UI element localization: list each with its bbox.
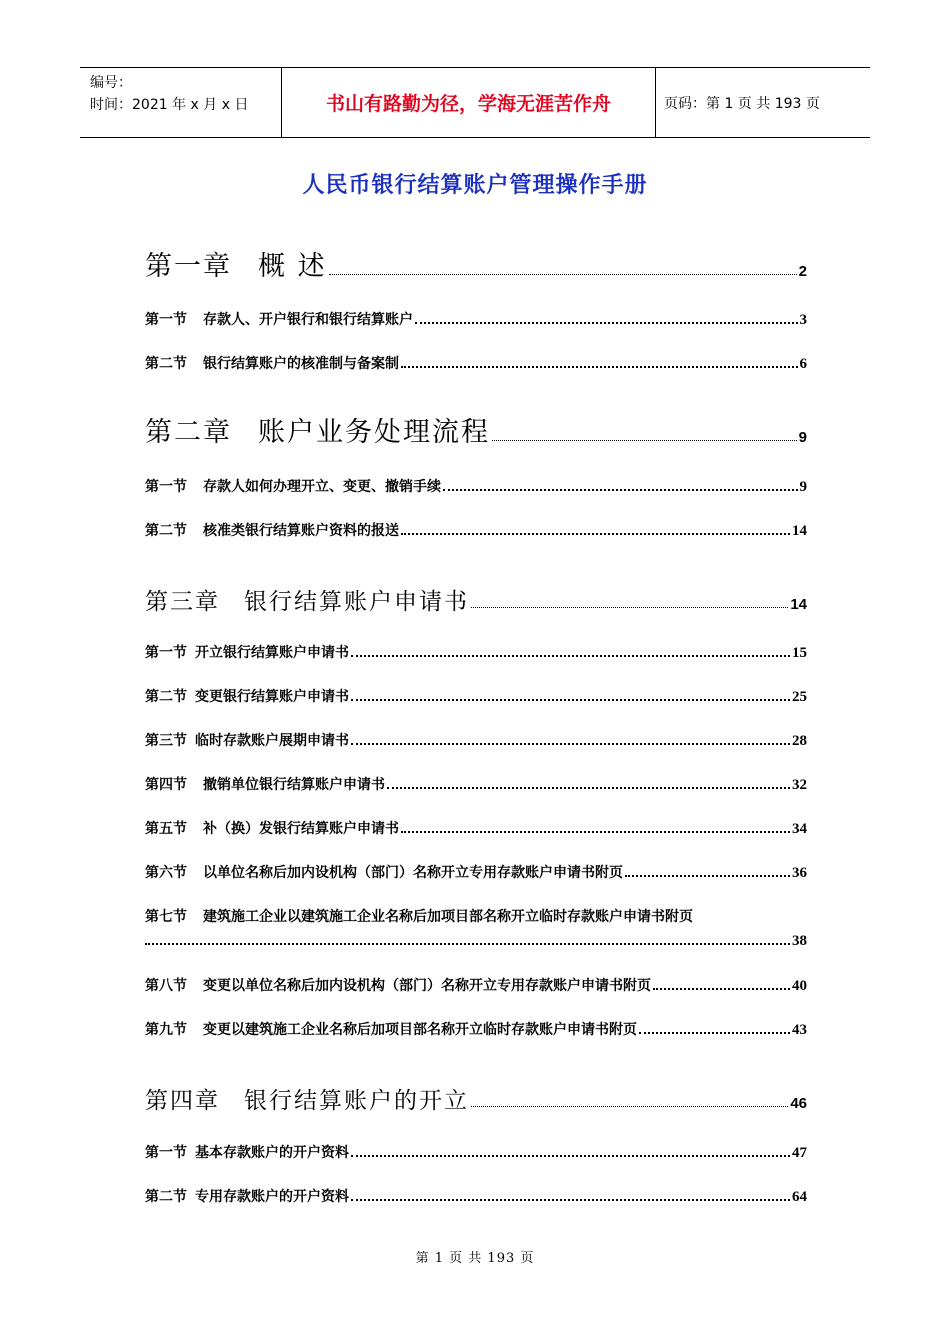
chapter-number: 第二章 bbox=[145, 417, 232, 448]
toc-section[interactable] bbox=[145, 353, 807, 373]
toc-section[interactable] bbox=[145, 818, 807, 838]
leader-dots bbox=[351, 699, 790, 701]
section-title: 建筑施工企业以建筑施工企业名称后加项目部名称开立临时存款账户申请书附页 bbox=[203, 909, 693, 925]
section-page: 6 bbox=[799, 356, 807, 372]
section-number: 第一节 bbox=[145, 1145, 187, 1161]
section-number: 第三节 bbox=[145, 733, 187, 749]
header-motto: 书山有路勤为径，学海无涯苦作舟 bbox=[282, 68, 656, 137]
leader-dots bbox=[351, 655, 790, 657]
chapter-page: 46 bbox=[790, 1095, 807, 1112]
chapter-title: 账户业务处理流程 bbox=[258, 417, 490, 448]
section-page: 28 bbox=[792, 733, 807, 749]
section-number: 第二节 bbox=[145, 1189, 187, 1205]
section-title: 以单位名称后加内设机构（部门）名称开立专用存款账户申请书附页 bbox=[203, 865, 623, 881]
toc-chapter-1[interactable] bbox=[145, 247, 807, 283]
leader-dots bbox=[492, 440, 797, 441]
toc-section-wrapped[interactable] bbox=[145, 906, 807, 926]
toc-section[interactable] bbox=[145, 975, 807, 995]
section-number: 第八节 bbox=[145, 978, 187, 994]
section-number: 第七节 bbox=[145, 909, 187, 925]
toc-section[interactable] bbox=[145, 1142, 807, 1162]
toc-chapter-4[interactable] bbox=[145, 1079, 807, 1115]
leader-dots bbox=[145, 943, 790, 945]
section-title: 变更以单位名称后加内设机构（部门）名称开立专用存款账户申请书附页 bbox=[203, 978, 651, 994]
chapter-page: 14 bbox=[790, 596, 807, 613]
leader-dots bbox=[653, 988, 790, 990]
section-title: 撤销单位银行结算账户申请书 bbox=[203, 777, 385, 793]
chapter-page: 2 bbox=[798, 263, 807, 280]
header-time-label: 时间：2021 年 x 月 x 日 bbox=[90, 97, 249, 113]
section-title: 核准类银行结算账户资料的报送 bbox=[203, 523, 399, 539]
section-page: 34 bbox=[792, 821, 807, 837]
section-number: 第二节 bbox=[145, 356, 187, 372]
leader-dots bbox=[471, 1106, 788, 1107]
chapter-number: 第一章 bbox=[145, 251, 232, 282]
chapter-number: 第三章 bbox=[145, 589, 220, 615]
section-title: 基本存款账户的开户资料 bbox=[195, 1145, 349, 1161]
chapter-number: 第四章 bbox=[145, 1088, 220, 1114]
section-title: 开立银行结算账户申请书 bbox=[195, 645, 349, 661]
section-page: 3 bbox=[799, 312, 807, 328]
section-page: 9 bbox=[799, 479, 807, 495]
leader-dots bbox=[639, 1032, 790, 1034]
leader-dots bbox=[625, 875, 790, 877]
section-page: 25 bbox=[792, 689, 807, 705]
toc-section[interactable] bbox=[145, 520, 807, 540]
chapter-title: 概 述 bbox=[258, 251, 327, 282]
section-title: 变更银行结算账户申请书 bbox=[195, 689, 349, 705]
section-page: 47 bbox=[792, 1145, 807, 1161]
section-number: 第六节 bbox=[145, 865, 187, 881]
toc-section[interactable] bbox=[145, 1186, 807, 1206]
section-title: 银行结算账户的核准制与备案制 bbox=[203, 356, 399, 372]
section-title: 变更以建筑施工企业名称后加项目部名称开立临时存款账户申请书附页 bbox=[203, 1022, 637, 1038]
section-title: 存款人、开户银行和银行结算账户 bbox=[203, 312, 413, 328]
section-page: 15 bbox=[792, 645, 807, 661]
section-title: 补（换）发银行结算账户申请书 bbox=[203, 821, 399, 837]
section-number: 第四节 bbox=[145, 777, 187, 793]
toc-section[interactable] bbox=[145, 862, 807, 882]
leader-dots bbox=[471, 607, 788, 608]
toc-section[interactable] bbox=[145, 309, 807, 329]
section-page: 38 bbox=[792, 933, 807, 949]
section-page: 32 bbox=[792, 777, 807, 793]
toc-chapter-2[interactable] bbox=[145, 413, 807, 449]
leader-dots bbox=[351, 743, 790, 745]
leader-dots bbox=[443, 489, 798, 491]
section-title: 临时存款账户展期申请书 bbox=[195, 733, 349, 749]
header-meta bbox=[80, 68, 282, 137]
toc-section[interactable] bbox=[145, 774, 807, 794]
toc-section[interactable] bbox=[145, 686, 807, 706]
section-page: 40 bbox=[792, 978, 807, 994]
page-header bbox=[80, 67, 870, 138]
section-number: 第二节 bbox=[145, 523, 187, 539]
toc-section[interactable] bbox=[145, 1019, 807, 1039]
leader-dots bbox=[401, 366, 798, 368]
section-number: 第一节 bbox=[145, 312, 187, 328]
section-page: 14 bbox=[792, 523, 807, 539]
toc-section[interactable] bbox=[145, 730, 807, 750]
leader-dots bbox=[329, 274, 797, 275]
section-title: 存款人如何办理开立、变更、撤销手续 bbox=[203, 479, 441, 495]
section-page: 43 bbox=[792, 1022, 807, 1038]
leader-dots bbox=[401, 533, 790, 535]
leader-dots bbox=[401, 831, 790, 833]
section-number: 第九节 bbox=[145, 1022, 187, 1038]
toc-section-continuation[interactable] bbox=[145, 930, 807, 950]
section-number: 第一节 bbox=[145, 645, 187, 661]
section-title: 专用存款账户的开户资料 bbox=[195, 1189, 349, 1205]
chapter-title: 银行结算账户申请书 bbox=[244, 589, 469, 615]
page-footer: 第 1 页 共 193 页 bbox=[415, 1251, 535, 1266]
toc-chapter-3[interactable] bbox=[145, 580, 807, 616]
document-title: 人民币银行结算账户管理操作手册 bbox=[302, 172, 648, 198]
leader-dots bbox=[415, 322, 798, 324]
toc-section[interactable] bbox=[145, 476, 807, 496]
chapter-page: 9 bbox=[798, 429, 807, 446]
toc-section[interactable] bbox=[145, 642, 807, 662]
leader-dots bbox=[351, 1199, 790, 1201]
section-number: 第二节 bbox=[145, 689, 187, 705]
section-number: 第五节 bbox=[145, 821, 187, 837]
chapter-title: 银行结算账户的开立 bbox=[244, 1088, 469, 1114]
section-page: 36 bbox=[792, 865, 807, 881]
header-page-info: 页码：第 1 页 共 193 页 bbox=[664, 95, 820, 112]
section-number: 第一节 bbox=[145, 479, 187, 495]
leader-dots bbox=[351, 1155, 790, 1157]
leader-dots bbox=[387, 787, 790, 789]
header-number-label: 编号： bbox=[90, 75, 132, 91]
section-page: 64 bbox=[792, 1189, 807, 1205]
